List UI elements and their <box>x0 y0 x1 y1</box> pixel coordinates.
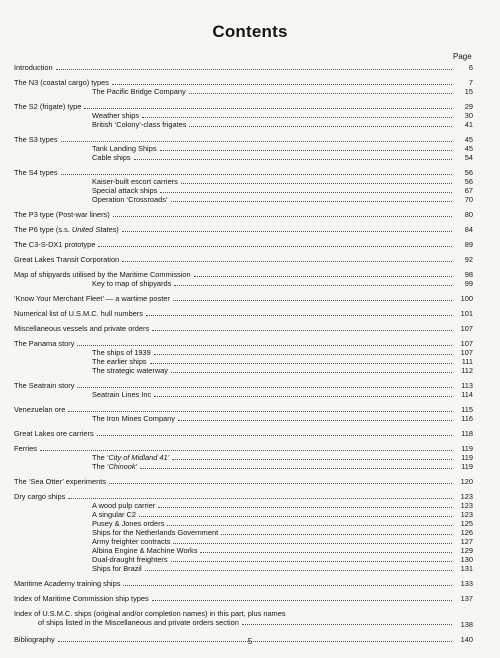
toc-subentry <box>14 110 472 119</box>
toc-entry-label <box>92 520 164 527</box>
toc-entry-text: The P6 type (s.s. <box>14 224 72 234</box>
toc-entry-italic-title: ‘City of Midland 41’ <box>106 452 170 462</box>
toc-entry-text: Army freighter contracts <box>92 536 171 546</box>
toc-entry <box>14 491 472 500</box>
toc-entry-label <box>92 112 139 119</box>
toc-entry-label <box>92 178 178 185</box>
toc-entry <box>14 323 472 332</box>
dot-leader <box>140 462 452 469</box>
toc-page-number: 119 <box>461 461 473 471</box>
toc-page-number: 123 <box>460 500 473 510</box>
toc-page-number: 45 <box>464 134 473 144</box>
toc-page-number: 112 <box>461 365 473 375</box>
dot-leader <box>154 348 452 355</box>
toc-entry-label-continued: of ships listed in the Miscellaneous and private orders section <box>38 617 239 627</box>
toc-entry <box>14 209 472 218</box>
toc-entry <box>14 338 472 347</box>
dot-leader <box>97 429 452 436</box>
toc-entry-text: Miscellaneous vessels and private orders <box>14 323 150 333</box>
dot-leader <box>189 120 452 127</box>
toc-page-number: 101 <box>460 308 473 318</box>
toc-entry-label <box>14 295 170 302</box>
toc-entry-label <box>14 241 95 248</box>
toc-page-number: 115 <box>461 404 473 414</box>
toc-page-number: 111 <box>461 356 473 366</box>
toc-entry <box>14 308 472 317</box>
toc-entry-text: The ships of 1939 <box>92 347 151 357</box>
toc-entry-label <box>14 340 74 347</box>
toc-entry-text: Ships for the Netherlands Government <box>92 527 219 537</box>
toc-subentry <box>14 518 472 527</box>
toc-entry-label <box>92 454 169 461</box>
toc-subentry <box>14 86 472 95</box>
page-column-header: Page <box>453 52 472 61</box>
toc-subentry <box>14 500 472 509</box>
toc-entry <box>14 239 472 248</box>
toc-page-number: 84 <box>464 224 473 234</box>
toc-entry-text: Pusey & Jones orders <box>92 518 165 528</box>
dot-leader <box>171 195 452 202</box>
toc-page-number: 133 <box>460 578 473 588</box>
toc-subentry <box>14 461 472 470</box>
toc-subentry <box>14 413 472 422</box>
toc-subentry <box>14 365 472 374</box>
toc-page-number: 123 <box>460 491 473 501</box>
toc-entry <box>14 404 472 413</box>
toc-entry-label <box>92 358 147 365</box>
toc-entry-label <box>92 529 218 536</box>
toc-page-number: 98 <box>464 269 473 279</box>
dot-leader <box>109 477 452 484</box>
dot-leader <box>200 546 452 553</box>
toc-entry-italic-title: United States <box>71 224 117 234</box>
toc-page-number: 140 <box>460 634 473 644</box>
toc-entry-text: A singular C2 <box>92 509 136 519</box>
toc-page-number: 6 <box>468 62 473 72</box>
dot-leader <box>123 579 452 586</box>
dot-leader <box>154 390 452 397</box>
dot-leader <box>98 240 452 247</box>
dot-leader <box>112 78 452 85</box>
dot-leader <box>145 564 452 571</box>
toc-entry-label <box>14 310 143 317</box>
dot-leader <box>84 102 452 109</box>
toc-entry-label <box>92 145 157 152</box>
toc-subentry <box>14 143 472 152</box>
dot-leader <box>113 210 452 217</box>
toc-subentry <box>14 176 472 185</box>
toc-entry-label <box>14 169 58 176</box>
toc-subentry <box>14 356 472 365</box>
dot-leader <box>77 381 452 388</box>
dot-leader <box>61 168 452 175</box>
toc-page-number: 7 <box>468 77 473 87</box>
toc-entry-text: The P3 type (Post-war liners) <box>14 209 110 219</box>
toc-entry-label <box>92 538 170 545</box>
toc-entry-label <box>92 196 168 203</box>
dot-leader <box>77 339 452 346</box>
toc-entry-label <box>92 349 151 356</box>
toc-page-number: 107 <box>460 323 473 333</box>
toc-entry-label <box>14 478 106 485</box>
toc-entry-text: Dry cargo ships <box>14 491 66 501</box>
toc-entry-text: The S2 (frigate) type <box>14 101 82 111</box>
toc-entry-label <box>14 256 119 263</box>
toc-entry-text: The S4 types <box>14 167 58 177</box>
toc-page-number: 138 <box>460 619 473 629</box>
toc-entry-text: The ‘Sea Otter’ experiments <box>14 476 107 486</box>
toc-entry-text: Ferries <box>14 443 37 453</box>
toc-entry-label <box>92 187 157 194</box>
toc-page-number: 70 <box>464 194 473 204</box>
toc-page-number: 125 <box>460 518 473 528</box>
toc-page-number: 89 <box>464 239 473 249</box>
toc-page-number: 126 <box>460 527 473 537</box>
toc-subentry <box>14 194 472 203</box>
toc-subentry <box>14 278 472 287</box>
toc-entry-label <box>14 211 110 218</box>
toc-subentry <box>14 152 472 161</box>
toc-entry-label <box>92 463 137 470</box>
toc-entry <box>14 593 472 602</box>
dot-leader <box>173 294 452 301</box>
dot-leader <box>139 510 452 517</box>
dot-leader <box>146 309 452 316</box>
toc-page-number: 45 <box>464 143 473 153</box>
toc-entry <box>14 476 472 485</box>
toc-entry <box>14 101 472 110</box>
toc-entry <box>14 443 472 452</box>
table-of-contents <box>14 62 472 643</box>
toc-entry-text: Key to map of shipyards <box>92 278 172 288</box>
dot-leader <box>178 414 452 421</box>
toc-page-number: 107 <box>460 338 473 348</box>
dot-leader <box>134 153 452 160</box>
toc-entry <box>14 269 472 278</box>
dot-leader <box>194 270 452 277</box>
toc-entry <box>14 134 472 143</box>
toc-entry-text: ‘Know Your Merchant Fleet’ — a wartime poster <box>14 293 170 303</box>
toc-page-number: 119 <box>461 452 473 462</box>
toc-subentry <box>14 389 472 398</box>
toc-entry-text: The <box>92 461 107 471</box>
toc-page-number: 116 <box>461 413 473 423</box>
toc-subentry <box>14 119 472 128</box>
dot-leader <box>122 225 452 232</box>
dot-leader <box>189 87 452 94</box>
toc-entry-label <box>92 502 155 509</box>
dot-leader <box>160 144 452 151</box>
toc-entry <box>14 293 472 302</box>
dot-leader <box>242 618 452 625</box>
toc-entry-text: The strategic waterway <box>92 365 168 375</box>
toc-entry-label <box>14 79 109 86</box>
toc-entry-label <box>14 445 37 452</box>
dot-leader <box>150 357 452 364</box>
toc-page-number: 56 <box>464 167 473 177</box>
toc-entry-text: Cable ships <box>92 152 131 162</box>
dot-leader <box>142 111 452 118</box>
toc-entry-text-after: ) <box>116 224 119 234</box>
toc-subentry <box>14 185 472 194</box>
page-number: 5 <box>247 637 253 646</box>
toc-entry-text: British ‘Colony’-class frigates <box>92 119 187 129</box>
toc-entry-label <box>92 415 175 422</box>
toc-entry <box>14 428 472 437</box>
toc-entry-text: Venezuelan ore <box>14 404 66 414</box>
toc-entry-text: Maritime Academy training ships <box>14 578 121 588</box>
toc-entry-label <box>92 391 151 398</box>
dot-leader <box>56 63 452 70</box>
toc-entry-label <box>14 580 120 587</box>
toc-entry-text: Weather ships <box>92 110 140 120</box>
toc-page-number: 15 <box>464 86 473 96</box>
dot-leader <box>171 555 452 562</box>
dot-leader <box>158 501 452 508</box>
toc-entry-label <box>14 103 81 110</box>
dot-leader <box>167 519 452 526</box>
toc-entry-label <box>14 595 149 602</box>
toc-entry-label <box>92 154 131 161</box>
toc-entry-label <box>14 430 94 437</box>
dot-leader <box>61 135 452 142</box>
toc-entry-label <box>92 556 168 563</box>
toc-page-number: 137 <box>460 593 473 603</box>
toc-entry-label <box>92 565 142 572</box>
dot-leader <box>160 186 452 193</box>
toc-entry-text: The N3 (coastal cargo) types <box>14 77 109 87</box>
toc-page-number: 118 <box>461 428 473 438</box>
toc-entry-text: Special attack ships <box>92 185 158 195</box>
toc-page-number: 123 <box>460 509 473 519</box>
toc-entry-text: Bibliography <box>14 634 55 644</box>
toc-page-number: 114 <box>461 389 473 399</box>
toc-entry-text: Kaiser-built escort carriers <box>92 176 178 186</box>
toc-entry-text: The Panama story <box>14 338 75 348</box>
dot-leader <box>152 324 452 331</box>
toc-entry-text: Index of Maritime Commission ship types <box>14 593 149 603</box>
toc-entry-text: A wood pulp carrier <box>92 500 156 510</box>
toc-entry-text: Dual-draught freighters <box>92 554 168 564</box>
toc-page-number: 107 <box>460 347 473 357</box>
toc-entry-text: The Seatrain story <box>14 380 75 390</box>
toc-entry-label <box>14 136 58 143</box>
dot-leader <box>173 537 452 544</box>
toc-entry-text: Numerical list of U.S.M.C. hull numbers <box>14 308 143 318</box>
toc-page-number: 80 <box>464 209 473 219</box>
toc-entry <box>14 578 472 587</box>
dot-leader <box>68 405 452 412</box>
toc-page-number: 113 <box>461 380 473 390</box>
toc-subentry <box>14 347 472 356</box>
toc-entry-label <box>92 280 171 287</box>
toc-entry-text: Great Lakes ore carriers <box>14 428 94 438</box>
toc-entry-label <box>14 64 53 71</box>
dot-leader <box>172 453 452 460</box>
toc-entry-text: Introduction <box>14 62 53 72</box>
toc-entry-text: Ships for Brazil <box>92 563 142 573</box>
toc-entry-text: The <box>92 452 107 462</box>
toc-entry-text: The S3 types <box>14 134 58 144</box>
toc-entry-label <box>14 382 74 389</box>
page-title: Contents <box>212 22 288 41</box>
toc-entry <box>14 62 472 71</box>
toc-entry-label <box>14 226 119 233</box>
toc-page-number: 99 <box>464 278 473 288</box>
toc-entry <box>14 224 472 233</box>
toc-page-number: 92 <box>464 254 473 264</box>
toc-entry-label <box>14 325 149 332</box>
dot-leader <box>174 279 452 286</box>
dot-leader <box>122 255 452 262</box>
toc-entry-label: Index of U.S.M.C. ships (original and/or completion names) in this part, plus names <box>14 608 286 618</box>
toc-page-number: 131 <box>460 563 473 573</box>
dot-leader <box>40 444 452 451</box>
toc-page-number: 119 <box>461 443 473 453</box>
toc-page-number: 41 <box>464 119 473 129</box>
toc-entry <box>14 77 472 86</box>
toc-page-number: 127 <box>460 536 473 546</box>
toc-entry <box>14 380 472 389</box>
toc-entry <box>14 167 472 176</box>
dot-leader <box>181 177 452 184</box>
toc-entry-text: The Iron Mines Company <box>92 413 175 423</box>
toc-page-number: 100 <box>460 293 473 303</box>
toc-subentry <box>14 563 472 572</box>
toc-entry-text: The earlier ships <box>92 356 147 366</box>
toc-entry-text: Tank Landing Ships <box>92 143 157 153</box>
toc-entry-label <box>92 511 136 518</box>
toc-subentry <box>14 545 472 554</box>
toc-entry-text: The C3-S-DX1 prototype <box>14 239 96 249</box>
toc-subentry <box>14 509 472 518</box>
toc-subentry <box>14 536 472 545</box>
toc-entry-label <box>14 493 65 500</box>
toc-entry <box>14 608 472 628</box>
toc-entry-label <box>14 271 191 278</box>
toc-entry-label <box>92 367 168 374</box>
toc-page-number: 129 <box>460 545 473 555</box>
dot-leader <box>152 594 452 601</box>
toc-entry-label <box>92 121 186 128</box>
toc-page-number: 67 <box>464 185 473 195</box>
toc-subentry <box>14 554 472 563</box>
toc-entry <box>14 254 472 263</box>
toc-page-number: 120 <box>460 476 473 486</box>
toc-entry-text: Albina Engine & Machine Works <box>92 545 198 555</box>
toc-entry-text: Map of shipyards utilised by the Maritime Commission <box>14 269 191 279</box>
toc-page-number: 130 <box>460 554 473 564</box>
toc-entry-italic-title: ‘Chinook’ <box>106 461 138 471</box>
toc-page-number: 56 <box>464 176 473 186</box>
toc-subentry <box>14 527 472 536</box>
dot-leader <box>221 528 452 535</box>
toc-entry-label <box>92 547 197 554</box>
toc-entry-text: The Pacific Bridge Company <box>92 86 186 96</box>
toc-entry-label <box>92 88 186 95</box>
toc-entry-label <box>14 406 65 413</box>
toc-subentry <box>14 452 472 461</box>
toc-page-number: 54 <box>464 152 473 162</box>
toc-entry-text: Seatrain Lines Inc <box>92 389 152 399</box>
toc-entry-text: Operation ‘Crossroads’ <box>92 194 168 204</box>
toc-entry-text: Great Lakes Transit Corporation <box>14 254 120 264</box>
toc-page-number: 30 <box>464 110 473 120</box>
dot-leader <box>68 492 452 499</box>
toc-page-number: 29 <box>464 101 473 111</box>
dot-leader <box>171 366 452 373</box>
